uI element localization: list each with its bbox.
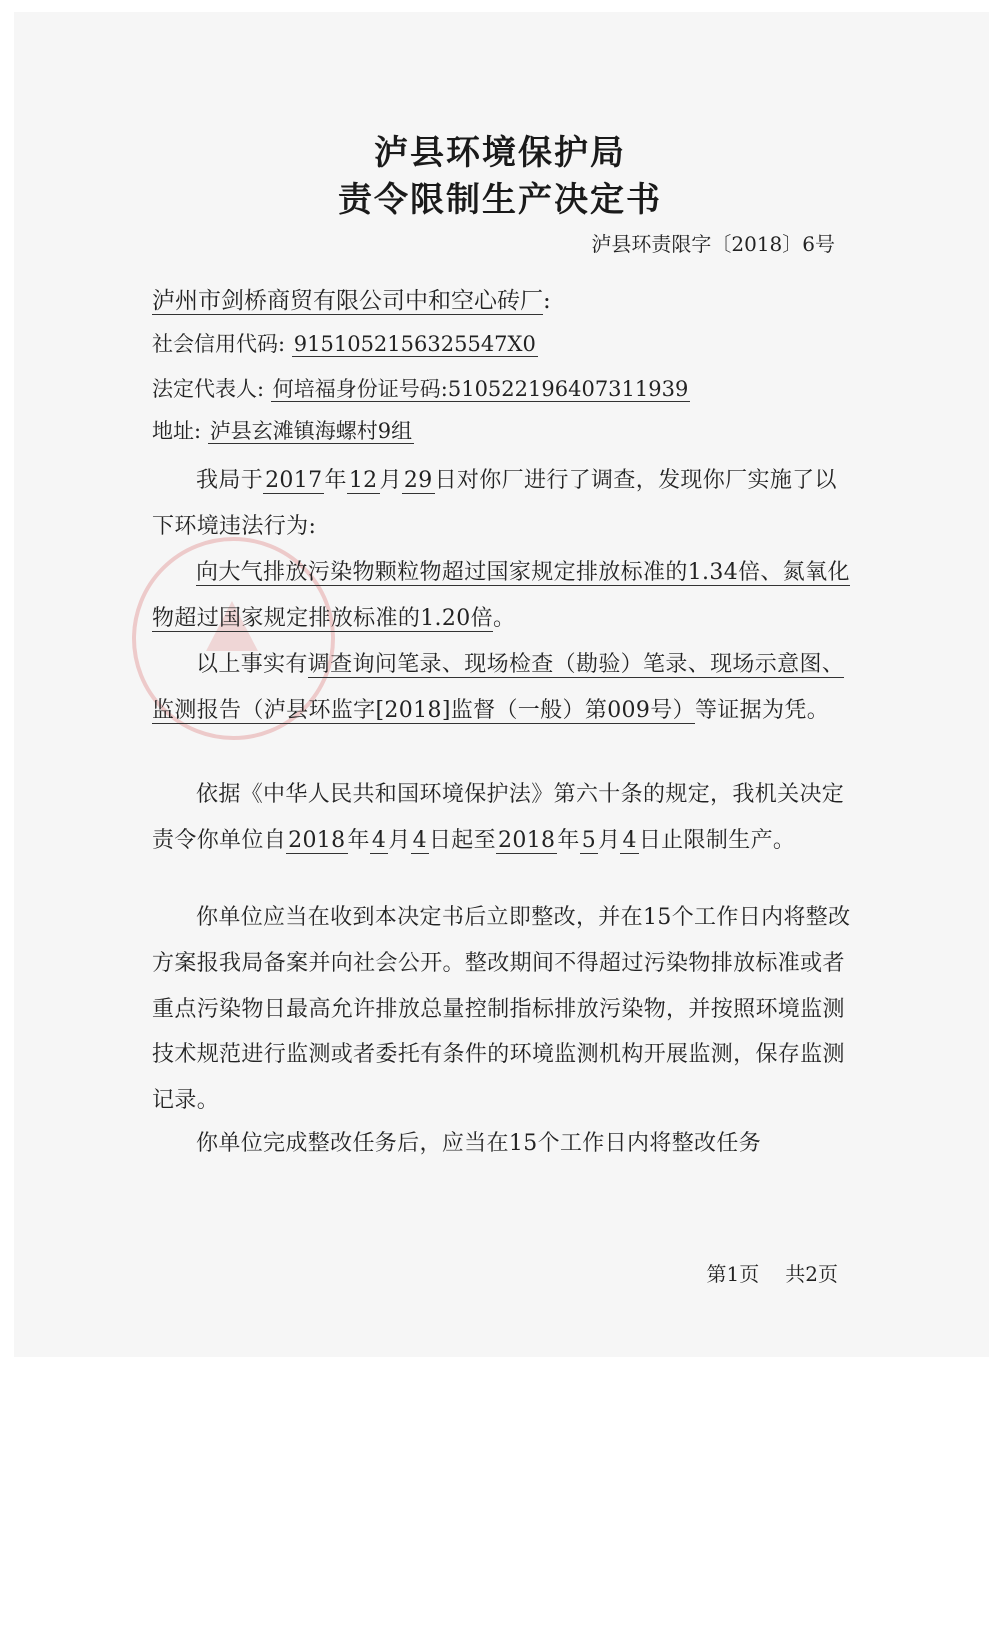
decision-text-e: 年 (557, 827, 580, 853)
evidence-list: 调查询问笔录、现场检查（勘验）笔录、现场示意图、监测报告（泸县环监字[2018]监督（一般）第009号） (152, 652, 845, 723)
legal-rep-line (152, 379, 690, 400)
p1-text-d: 日对你厂进行了调查，发现你厂实施了以下环境违法行为: (152, 468, 837, 539)
recipient-company-colon: : (543, 288, 551, 314)
paragraph-completion: 你单位完成整改任务后，应当在15个工作日内将整改任务 (196, 1131, 762, 1156)
address-value: 泸县玄滩镇海螺村9组 (209, 419, 413, 443)
address-line (152, 421, 414, 442)
decision-text-b: 年 (347, 827, 370, 853)
page-footer (707, 1258, 838, 1287)
paragraph-violation (152, 550, 852, 642)
decision-text-c: 月 (388, 827, 411, 853)
document-title-line1: 泸县环境保护局 (374, 133, 626, 173)
credit-code-line (152, 334, 538, 355)
page-current: 第1页 (706, 1262, 760, 1286)
end-month: 5 (581, 827, 597, 853)
investigation-day: 29 (403, 468, 433, 493)
investigation-year: 2017 (265, 468, 323, 493)
credit-code-value: 915105215632554​7X0 (293, 332, 536, 356)
p1-text-b: 年 (324, 468, 347, 493)
paragraph-decision (152, 772, 852, 864)
end-day: 4 (622, 827, 637, 853)
recipient-company: 泸州市剑桥商贸有限公司中和空心砖厂 (152, 288, 543, 314)
page-total: 共2页 (785, 1262, 838, 1286)
start-year: 2018 (288, 827, 346, 853)
decision-text-f: 月 (598, 827, 621, 853)
recipient-company-line (152, 290, 551, 313)
legal-rep-name: 何培福 (272, 377, 336, 401)
end-year: 2018 (498, 827, 556, 853)
legal-rep-label: 法定代表人: (152, 377, 265, 401)
start-month: 4 (371, 827, 387, 853)
investigation-month: 12 (348, 468, 378, 493)
start-day: 4 (412, 827, 427, 853)
legal-rep-value (271, 377, 691, 402)
document-title-line2: 责令限制生产决定书 (338, 180, 662, 220)
evidence-text-a: 以上事实有 (196, 652, 308, 677)
decision-text-g: 日止限制生产。 (638, 827, 796, 853)
id-number-value: 510522196407311939 (447, 377, 689, 401)
paragraph-investigation (152, 458, 852, 550)
address-label: 地址: (152, 419, 202, 443)
p1-text-a: 我局于 (196, 468, 264, 493)
evidence-text-b: 等证据为凭。 (694, 697, 830, 723)
document-number: 泸县环责限字〔2018〕6号 (591, 232, 835, 256)
credit-code-label: 社会信用代码: (152, 332, 286, 356)
decision-text-a: 依据《中华人民共和国环境保护法》第六十条的规定，我机关决定责令你单位自 (152, 782, 845, 853)
decision-text-d: 日起至 (428, 827, 496, 853)
violation-period: 。 (492, 605, 516, 631)
violation-text: 向大气排放污染物颗粒物超过国家规定排放标准的1.34倍、氮氧化物超过国家规定排放标准的1.20倍 (152, 560, 850, 631)
id-number-label: 身份证号码: (335, 377, 448, 401)
p1-text-c: 月 (379, 468, 402, 493)
paragraph-rectification: 你单位应当在收到本决定书后立即整改，并在15个工作日内将整改方案报我局备案并向社会公开。整改期间不得超过污染物排放标准或者重点污染物日最高允许排放总量控制指标排放污染物，并按照环境监测技术规范进行监测或者委托有条件的环境监测机构开展监测，保存监测记录。 (152, 905, 851, 1114)
paragraph-evidence (152, 642, 852, 734)
